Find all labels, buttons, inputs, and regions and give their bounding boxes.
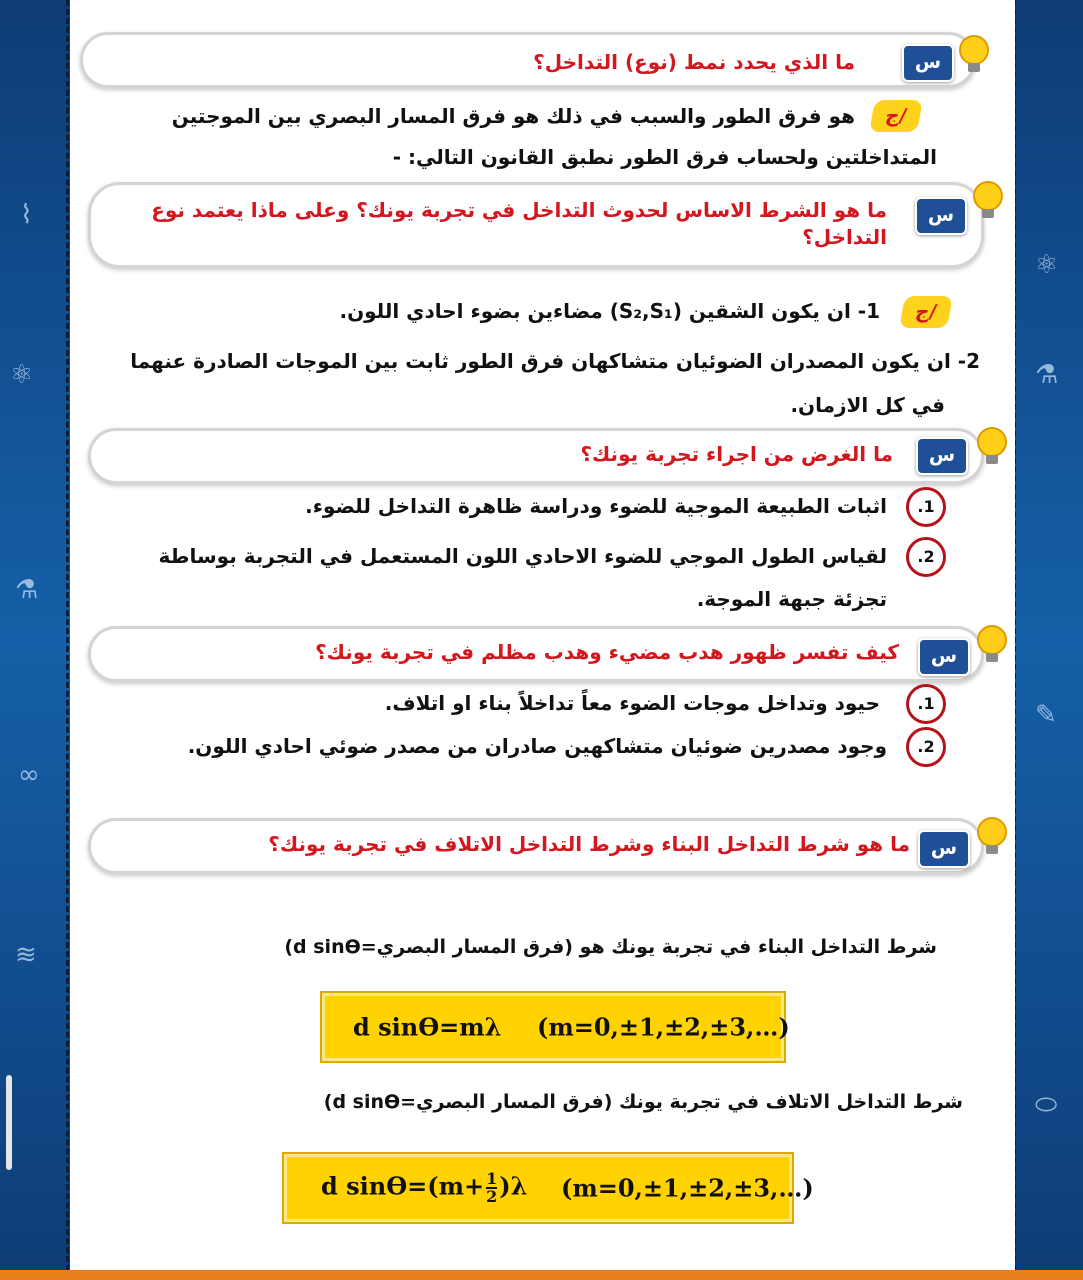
destructive-condition-text: شرط التداخل الاتلاف في تجربة يونك (فرق المسار البصري=d sinϴ) xyxy=(323,1091,963,1113)
answer-text-3-item2-line1: لقياس الطول الموجي للضوء الاحادي اللون المستعمل في التجربة بوساطة xyxy=(158,544,887,568)
question-text-5: ما هو شرط التداخل البناء وشرط التداخل الاتلاف في تجربة يونك؟ xyxy=(268,832,910,856)
question-text-1: ما الذي يحدد نمط (نوع) التداخل؟ xyxy=(533,50,855,74)
pencil-doodle-icon: ✎ xyxy=(1035,700,1057,730)
fraction-numerator: 1 xyxy=(486,1169,498,1188)
question-badge: س xyxy=(918,830,970,868)
bacteria-doodle-icon: ⬭ xyxy=(1035,1090,1058,1120)
right-decorative-panel xyxy=(1015,0,1083,1280)
answer-badge: ج/ xyxy=(899,296,953,328)
answer-text-2-item2-line1: 2- ان يكون المصدران الضوئيان متشاكهان فرق الطور ثابت بين الموجات الصادرة عنهما xyxy=(130,349,980,373)
question-text-3: ما الغرض من اجراء تجربة يونك؟ xyxy=(580,442,893,466)
constructive-range: (m=0,±1,±2,±3,…) xyxy=(537,1012,790,1042)
test-tube-doodle-icon: ⚗ xyxy=(1035,360,1059,390)
list-number-badge: .1 xyxy=(906,684,946,724)
fraction-denominator: 2 xyxy=(486,1187,498,1206)
answer-text-3-item1: اثبات الطبيعة الموجية للضوء ودراسة ظاهرة التداخل للضوء. xyxy=(305,494,887,518)
constructive-formula-box xyxy=(322,993,790,1061)
lightbulb-icon xyxy=(974,426,1010,468)
scroll-indicator xyxy=(6,1075,12,1170)
question-text-2-line2: التداخل؟ xyxy=(802,225,887,249)
left-dashed-border xyxy=(66,0,69,1280)
answer-text-2-item2-line2: في كل الازمان. xyxy=(790,393,945,417)
list-number-badge: .2 xyxy=(906,727,946,767)
question-text-2-line1: ما هو الشرط الاساس لحدوث التداخل في تجربة يونك؟ وعلى ماذا يعتمد نوع xyxy=(151,198,887,222)
question-badge: س xyxy=(918,638,970,676)
answer-text-4-item1: حيود وتداخل موجات الضوء معاً تداخلاً بناء او اتلاف. xyxy=(384,691,880,715)
destructive-formula-box xyxy=(284,1154,814,1222)
destructive-formula xyxy=(321,1171,527,1205)
answer-text-3-item2-line2: تجزئة جبهة الموجة. xyxy=(696,587,887,611)
wave-doodle-icon: ≋ xyxy=(15,940,37,970)
lightbulb-icon xyxy=(956,34,992,76)
flask-doodle-icon: ⚗ xyxy=(15,575,39,605)
list-number-badge: .1 xyxy=(906,487,946,527)
question-badge: س xyxy=(915,197,967,235)
lightbulb-icon xyxy=(974,816,1010,858)
answer-text-4-item2: وجود مصدرين ضوئيان متشاكهين صادران من مصدر ضوئي احادي اللون. xyxy=(187,734,887,758)
molecule-doodle-icon: ⚛ xyxy=(10,360,34,390)
molecule-doodle-icon: ⚛ xyxy=(1035,250,1059,280)
answer-text-1-line2: المتداخلتين ولحساب فرق الطور نطبق القانون التالي: - xyxy=(392,145,937,169)
science-doodle-icon: ⌇ xyxy=(20,200,33,230)
question-badge: س xyxy=(902,44,954,82)
half-fraction xyxy=(486,1171,497,1205)
constructive-formula: d sinϴ=mλ xyxy=(353,1012,502,1042)
question-badge: س xyxy=(916,437,968,475)
list-number-badge: .2 xyxy=(906,537,946,577)
constructive-condition-text: شرط التداخل البناء في تجربة يونك هو (فرق المسار البصري=d sinϴ) xyxy=(284,936,937,958)
destructive-range: (m=0,±1,±2,±3,…) xyxy=(561,1173,814,1203)
answer-text-2-item1: 1- ان يكون الشقين (S₂,S₁) مضاءين بضوء احادي اللون. xyxy=(339,299,880,323)
lightbulb-icon xyxy=(974,624,1010,666)
question-text-4: كيف تفسر ظهور هدب مضيء وهدب مظلم في تجربة يونك؟ xyxy=(315,640,899,664)
answer-text-1-line1: هو فرق الطور والسبب في ذلك هو فرق المسار البصري بين الموجتين xyxy=(171,104,855,128)
answer-badge: ج/ xyxy=(869,100,923,132)
molecule-doodle-icon: ∞ xyxy=(18,760,40,790)
page-sheet xyxy=(70,0,1015,1280)
destructive-formula-left: d sinϴ=(m+ xyxy=(321,1171,485,1201)
lightbulb-icon xyxy=(970,180,1006,222)
destructive-formula-right: )λ xyxy=(499,1171,528,1201)
bottom-accent-bar xyxy=(0,1270,1083,1280)
